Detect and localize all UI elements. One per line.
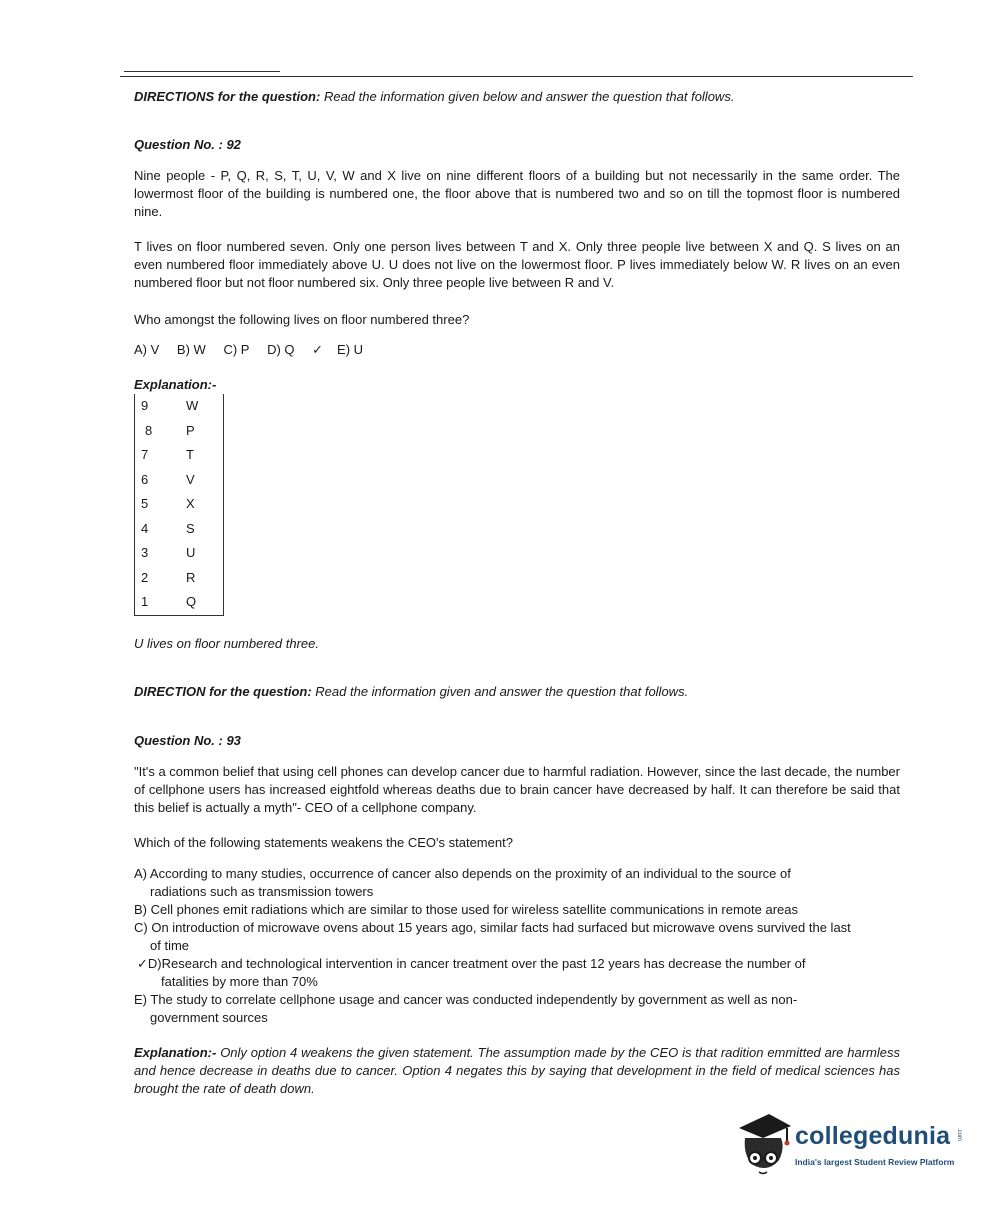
direction-label: DIRECTION for the question: (134, 684, 312, 699)
header-rule (120, 76, 913, 77)
option-d-correct: ✓D)Research and technological intervention in cancer treatment over the past 12 years has decrease the number of fatalities by more than 70% (137, 956, 806, 989)
question-92-para-2: T lives on floor numbered seven. Only one person lives between T and X. Only three people live between X and Q. S lives on an even numbered floor immediately above U. U does not live on the lowermost floor. P lives immediately below W. R lives on an even numbered floor but not floor numbered six. Only three people live between R and V. (134, 239, 900, 290)
logo-tagline: India's largest Student Review Platform (795, 1157, 955, 1167)
explanation-93 (134, 1044, 900, 1098)
directions-92 (134, 88, 734, 106)
table-row: 2 R (141, 570, 196, 585)
option-c: C) P (223, 342, 250, 357)
option-b: B) W (176, 342, 206, 357)
table-row: 4 S (141, 521, 195, 536)
logo-wordmark: collegedunia (795, 1122, 951, 1150)
option-c: C) On introduction of microwave ovens about 15 years ago, similar facts had surfaced but microwave ovens survived the last of time (134, 920, 851, 953)
option-b: B) Cell phones emit radiations which are similar to those used for wireless satellite communications in remote areas (134, 902, 799, 917)
check-mark-icon: ✓ (312, 342, 324, 357)
explanation-label-93: Explanation:- (134, 1045, 217, 1060)
option-e: E) The study to correlate cellphone usage and cancer was conducted independently by government as well as non- government sources (134, 992, 798, 1025)
explanation-text-93: Only option 4 weakens the given statement. The assumption made by the CEO is that radition emmitted are harmless and hence decrease in deaths due to cancer. Option 4 negates this by saying that development in the field of medical sciences has brought the rate of death down. (134, 1045, 900, 1096)
option-a: A) According to many studies, occurrence of cancer also depends on the proximity of an individual to the source of radiations such as transmission towers (134, 866, 791, 899)
question-93-passage: "It's a common belief that using cell phones can develop cancer due to harmful radiation. However, since the last decade, the number of cellphone users has increased eightfold whereas deaths due to brain cancer have decreased by half. It can therefore be said that this belief is actually a myth"- CEO of a cellphone company. (134, 764, 900, 815)
table-row: 5 X (141, 496, 195, 511)
directions-label: DIRECTIONS for the question: (134, 89, 321, 104)
table-row: 3 U (141, 545, 196, 560)
option-a: A) V (134, 342, 160, 357)
logo-com: .com (956, 1128, 962, 1142)
directions-93 (134, 683, 688, 701)
table-row: 8 P (145, 423, 195, 438)
table-row: 7 T (141, 447, 194, 462)
question-92-prompt: Who amongst the following lives on floor numbered three? (134, 312, 470, 327)
explanation-label-92: Explanation:- (134, 377, 217, 392)
question-92-para-1: Nine people - P, Q, R, S, T, U, V, W and X live on nine different floors of a building but not necessarily in the same order. The lowermost floor of the building is numbered one, the floor above that is numbered two and so on till the topmost floor is numbered nine. (134, 168, 900, 219)
directions-text: Read the information given below and answer the question that follows. (320, 89, 735, 104)
mascot-icon (735, 1108, 793, 1178)
direction-text: Read the information given and answer the question that follows. (311, 684, 689, 699)
question-92-options (134, 341, 391, 359)
table-row: 9 W (141, 398, 199, 413)
question-number-92: Question No. : 92 (134, 137, 241, 152)
option-e-correct: ✓ E) U (312, 342, 364, 357)
table-row: 6 V (141, 472, 195, 487)
conclusion-92: U lives on floor numbered three. (134, 636, 319, 651)
floor-table (134, 394, 224, 616)
header-rule-short (124, 71, 280, 72)
option-d: D) Q (267, 342, 295, 357)
table-row: 1 Q (141, 594, 197, 609)
question-93-prompt: Which of the following statements weakens the CEO's statement? (134, 835, 513, 850)
check-mark-icon: ✓ (137, 956, 148, 971)
question-number-93: Question No. : 93 (134, 733, 241, 748)
